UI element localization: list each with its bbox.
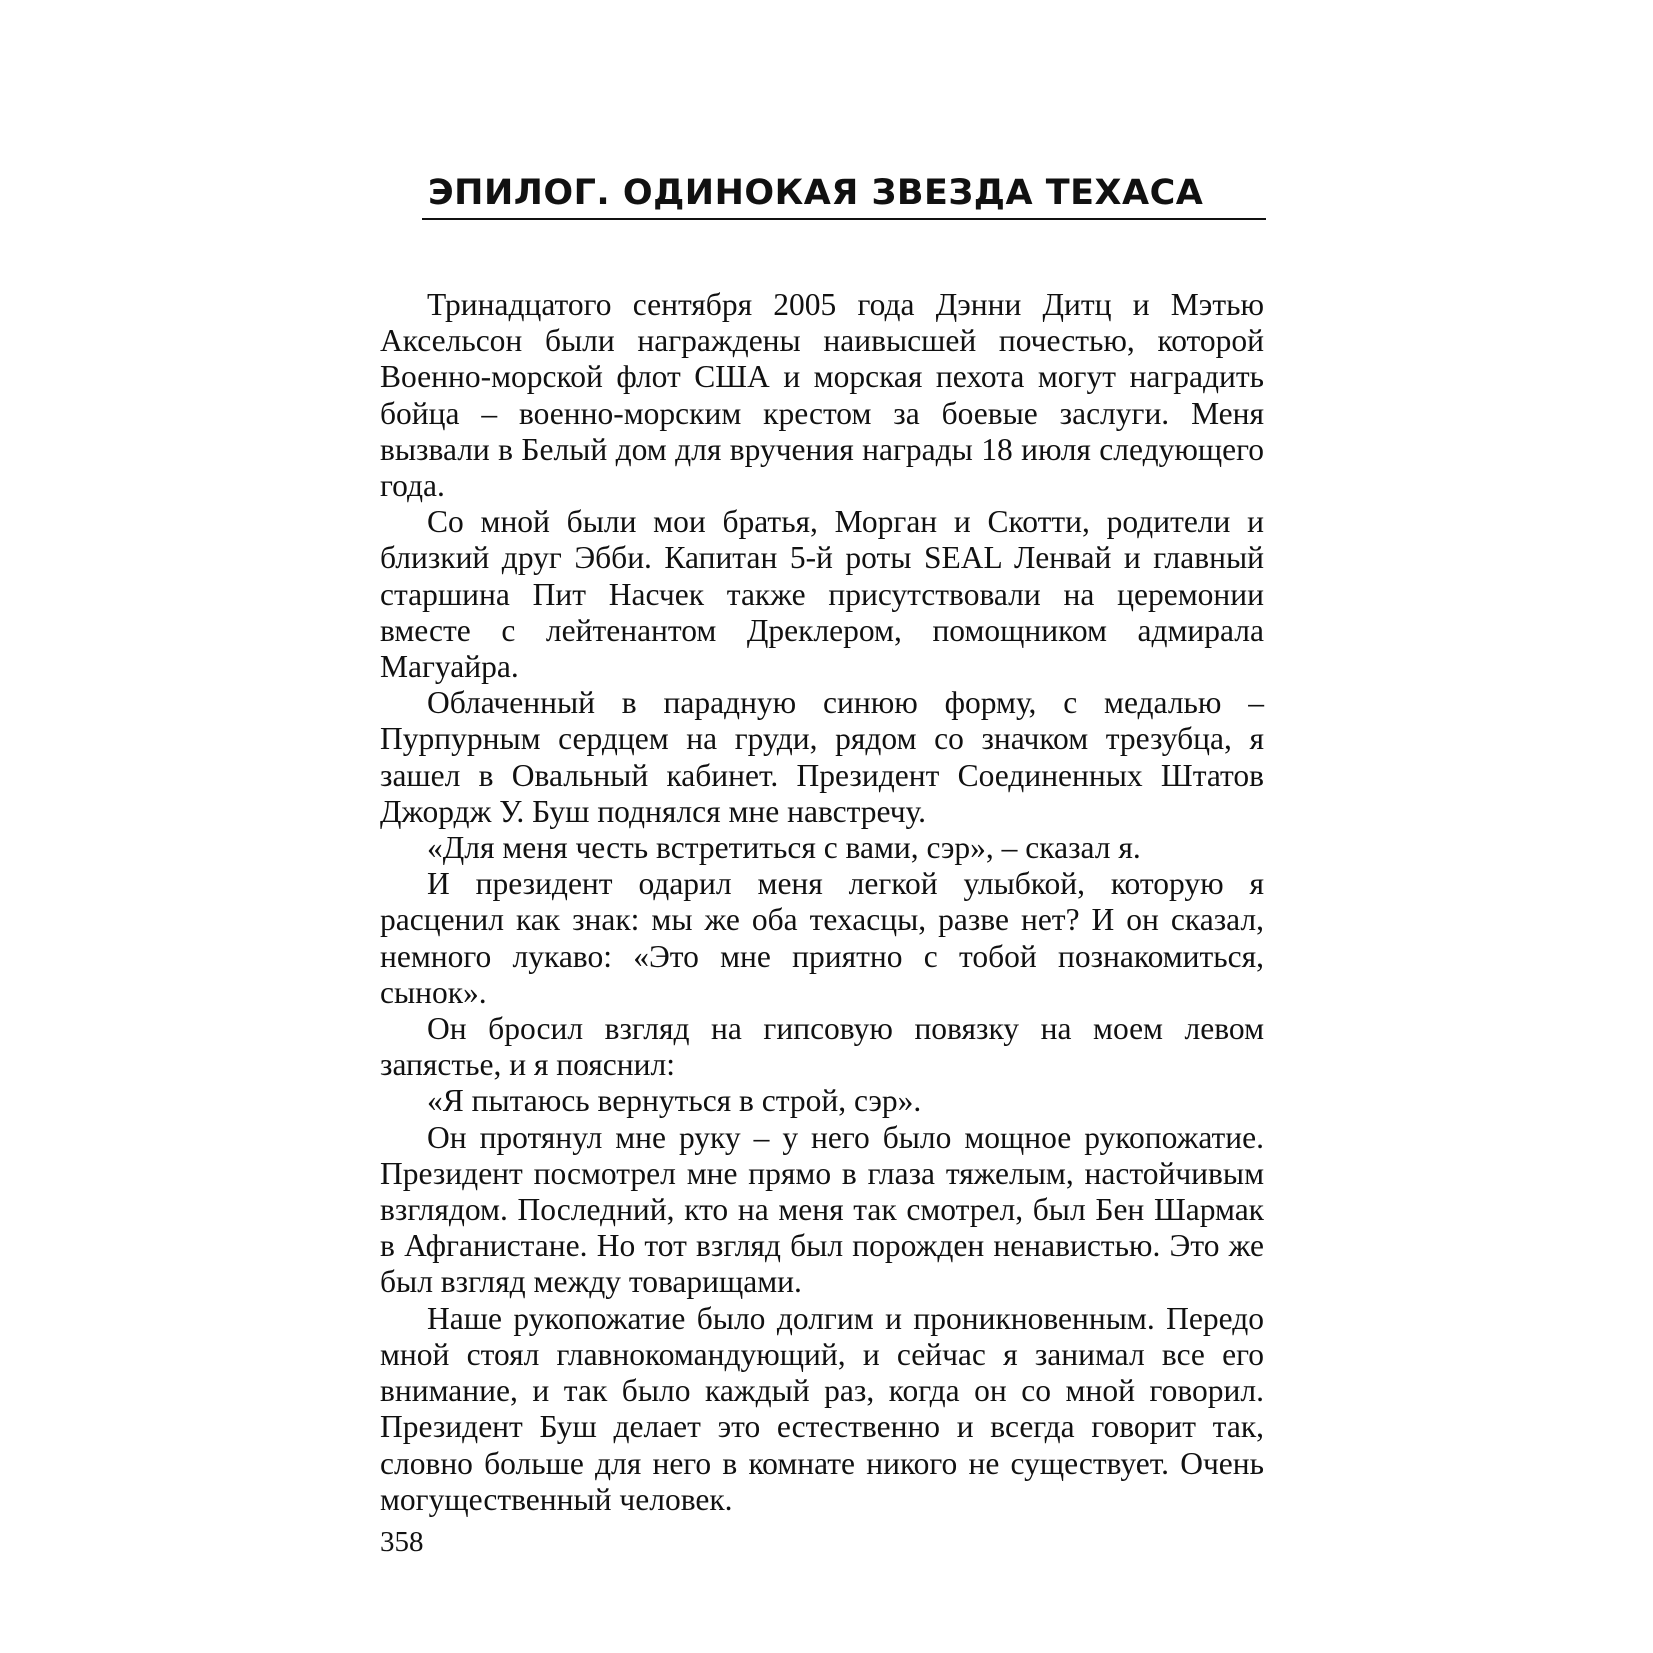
body-text	[380, 287, 1264, 1518]
chapter-title: ЭПИЛОГ. ОДИНОКАЯ ЗВЕЗДА ТЕХАСА	[428, 173, 1204, 213]
paragraph: Наше рукопожатие было долгим и проникновенным. Передо мной стоял главнокомандующий, и сейчас я занимал все его внимание, и так было каждый раз, когда он со мной говорил. Президент Буш делает это естественно и всегда говорит так, словно больше для него в комнате никого не существует. Очень могущественный человек.	[380, 1300, 1264, 1517]
paragraph: Облаченный в парадную синюю форму, с медалью – Пурпурным сердцем на груди, рядом со значком трезубца, я зашел в Овальный кабинет. Президент Соединенных Штатов Джордж У. Буш поднялся мне навстречу.	[380, 685, 1264, 829]
paragraph: Со мной были мои братья, Морган и Скотти, родители и близкий друг Эбби. Капитан 5-й роты SEAL Ленвай и главный старшина Пит Насчек также присутствовали на церемонии вместе с лейтенантом Дреклером, помощником адмирала Магуайра.	[380, 504, 1264, 685]
paragraph: Он протянул мне руку – у него было мощное рукопожатие. Президент посмотрел мне прямо в глаза тяжелым, настойчивым взглядом. Последний, кто на меня так смотрел, был Бен Шармак в Афганистане. Но тот взгляд был порожден ненавистью. Это же был взгляд между товарищами.	[380, 1119, 1264, 1300]
page-number: 358	[380, 1526, 424, 1558]
paragraph: Тринадцатого сентября 2005 года Дэнни Дитц и Мэтью Аксельсон были награждены наивысшей почестью, которой Военно-морской флот США и морская пехота могут наградить бойца – военно-морским крестом за боевые заслуги. Меня вызвали в Белый дом для вручения награды 18 июля следующего года.	[380, 287, 1264, 504]
paragraph: И президент одарил меня легкой улыбкой, которую я расценил как знак: мы же оба техасцы, разве нет? И он сказал, немного лукаво: «Это мне приятно с тобой познакомиться, сынок».	[380, 866, 1264, 1010]
title-underline	[422, 218, 1266, 220]
paragraph: «Я пытаюсь вернуться в строй, сэр».	[427, 1083, 922, 1119]
paragraph: «Для меня честь встретиться с вами, сэр», – сказал я.	[427, 830, 1141, 866]
paragraph: Он бросил взгляд на гипсовую повязку на моем левом запястье, и я пояснил:	[380, 1011, 1264, 1083]
